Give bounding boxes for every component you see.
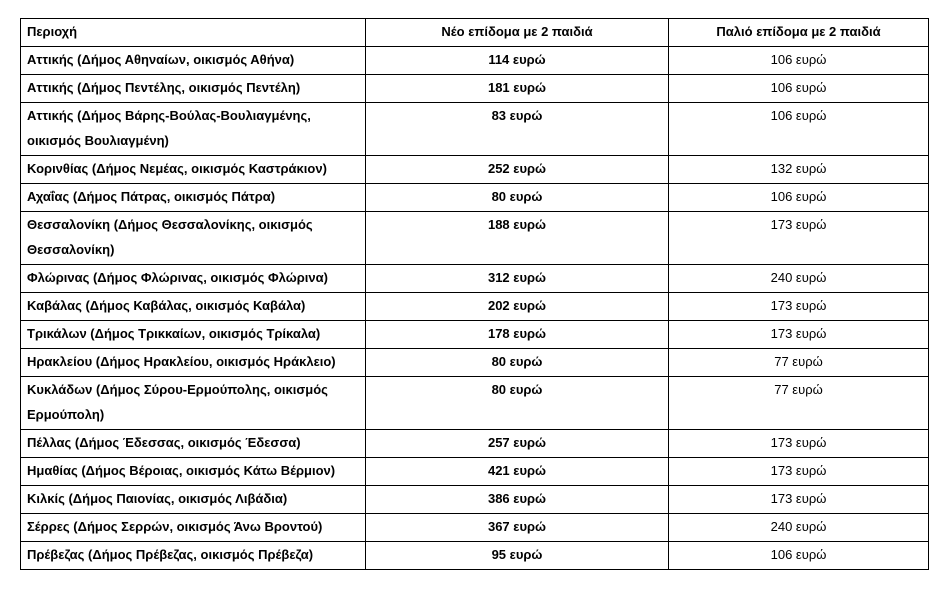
new-benefit-cell: 83 ευρώ (366, 103, 669, 156)
table-row (21, 514, 929, 542)
region-cell: Αχαΐας (Δήμος Πάτρας, οικισμός Πάτρα) (21, 184, 366, 212)
region-cell: Καβάλας (Δήμος Καβάλας, οικισμός Καβάλα) (21, 293, 366, 321)
region-cell: Αττικής (Δήμος Αθηναίων, οικισμός Αθήνα) (21, 47, 366, 75)
old-benefit-cell: 77 ευρώ (669, 377, 929, 430)
header-row (21, 19, 929, 47)
old-benefit-cell: 106 ευρώ (669, 542, 929, 570)
new-benefit-cell: 80 ευρώ (366, 184, 669, 212)
new-benefit-cell: 80 ευρώ (366, 377, 669, 430)
region-cell: Τρικάλων (Δήμος Τρικκαίων, οικισμός Τρίκαλα) (21, 321, 366, 349)
region-cell: Ηρακλείου (Δήμος Ηρακλείου, οικισμός Ηράκλειο) (21, 349, 366, 377)
region-cell: Θεσσαλονίκη (Δήμος Θεσσαλονίκης, οικισμός Θεσσαλονίκη) (21, 212, 366, 265)
table-row (21, 430, 929, 458)
table-row (21, 349, 929, 377)
old-benefit-cell: 132 ευρώ (669, 156, 929, 184)
table-row (21, 156, 929, 184)
old-benefit-cell: 106 ευρώ (669, 75, 929, 103)
old-benefit-cell: 173 ευρώ (669, 293, 929, 321)
old-benefit-cell: 173 ευρώ (669, 321, 929, 349)
region-cell: Αττικής (Δήμος Πεντέλης, οικισμός Πεντέλη) (21, 75, 366, 103)
table-row (21, 184, 929, 212)
column-header-new-benefit: Νέο επίδομα με 2 παιδιά (366, 19, 669, 47)
new-benefit-cell: 252 ευρώ (366, 156, 669, 184)
table-row (21, 265, 929, 293)
new-benefit-cell: 181 ευρώ (366, 75, 669, 103)
old-benefit-cell: 77 ευρώ (669, 349, 929, 377)
table-row (21, 542, 929, 570)
new-benefit-cell: 257 ευρώ (366, 430, 669, 458)
new-benefit-cell: 312 ευρώ (366, 265, 669, 293)
region-cell: Σέρρες (Δήμος Σερρών, οικισμός Άνω Βροντού) (21, 514, 366, 542)
old-benefit-cell: 173 ευρώ (669, 458, 929, 486)
column-header-old-benefit: Παλιό επίδομα με 2 παιδιά (669, 19, 929, 47)
table-row (21, 47, 929, 75)
table-row (21, 486, 929, 514)
region-cell: Ημαθίας (Δήμος Βέροιας, οικισμός Κάτω Βέρμιον) (21, 458, 366, 486)
old-benefit-cell: 106 ευρώ (669, 47, 929, 75)
table-row (21, 458, 929, 486)
table-row (21, 212, 929, 265)
new-benefit-cell: 367 ευρώ (366, 514, 669, 542)
region-cell: Κυκλάδων (Δήμος Σύρου-Ερμούπολης, οικισμός Ερμούπολη) (21, 377, 366, 430)
table-body (21, 47, 929, 570)
table-row (21, 75, 929, 103)
new-benefit-cell: 188 ευρώ (366, 212, 669, 265)
region-cell: Κιλκίς (Δήμος Παιονίας, οικισμός Λιβάδια) (21, 486, 366, 514)
table-row (21, 293, 929, 321)
region-cell: Φλώρινας (Δήμος Φλώρινας, οικισμός Φλώρινα) (21, 265, 366, 293)
new-benefit-cell: 80 ευρώ (366, 349, 669, 377)
column-header-region: Περιοχή (21, 19, 366, 47)
new-benefit-cell: 386 ευρώ (366, 486, 669, 514)
new-benefit-cell: 178 ευρώ (366, 321, 669, 349)
new-benefit-cell: 95 ευρώ (366, 542, 669, 570)
new-benefit-cell: 202 ευρώ (366, 293, 669, 321)
benefit-comparison-table (20, 18, 929, 570)
benefit-comparison-table-container (20, 18, 928, 570)
table-row (21, 377, 929, 430)
table-header (21, 19, 929, 47)
old-benefit-cell: 106 ευρώ (669, 184, 929, 212)
old-benefit-cell: 106 ευρώ (669, 103, 929, 156)
region-cell: Κορινθίας (Δήμος Νεμέας, οικισμός Καστράκιον) (21, 156, 366, 184)
new-benefit-cell: 421 ευρώ (366, 458, 669, 486)
old-benefit-cell: 240 ευρώ (669, 265, 929, 293)
region-cell: Αττικής (Δήμος Βάρης-Βούλας-Βουλιαγμένης, οικισμός Βουλιαγμένη) (21, 103, 366, 156)
old-benefit-cell: 173 ευρώ (669, 486, 929, 514)
region-cell: Πέλλας (Δήμος Έδεσσας, οικισμός Έδεσσα) (21, 430, 366, 458)
new-benefit-cell: 114 ευρώ (366, 47, 669, 75)
region-cell: Πρέβεζας (Δήμος Πρέβεζας, οικισμός Πρέβεζα) (21, 542, 366, 570)
table-row (21, 321, 929, 349)
old-benefit-cell: 173 ευρώ (669, 212, 929, 265)
old-benefit-cell: 173 ευρώ (669, 430, 929, 458)
old-benefit-cell: 240 ευρώ (669, 514, 929, 542)
table-row (21, 103, 929, 156)
